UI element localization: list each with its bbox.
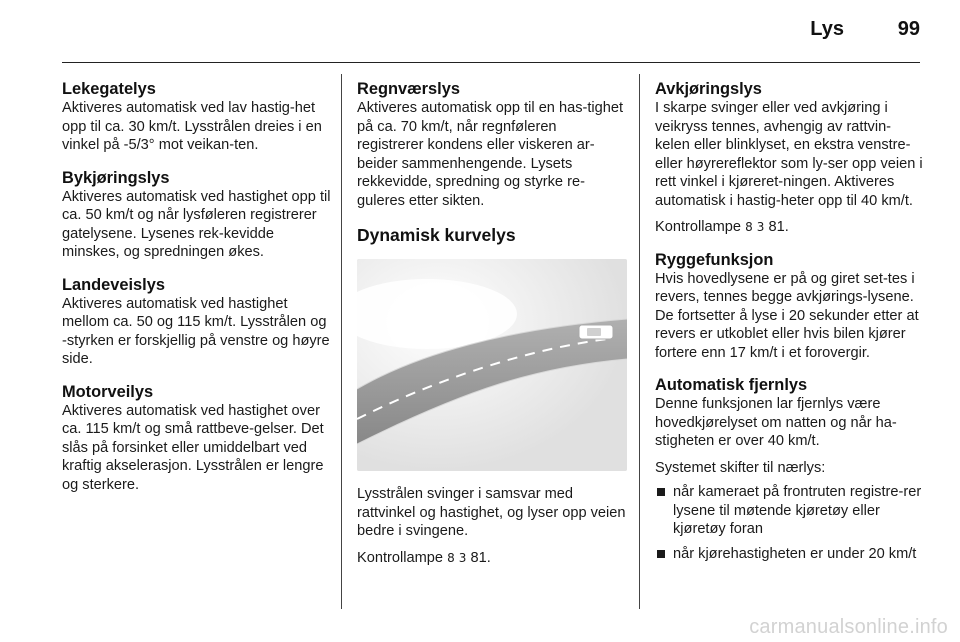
lamp-icon: 8 <box>447 550 455 565</box>
page-ref[interactable]: 81. <box>768 219 789 235</box>
control-lamp-label: Kontrollampe <box>357 549 443 566</box>
page-header <box>62 0 920 63</box>
heading-automatisk-fjernlys: Automatisk fjernlys <box>655 376 808 394</box>
bullet-square-icon <box>657 488 665 496</box>
list-item: når kjørehastigheten er under 20 km/t <box>655 545 925 564</box>
control-lamp-label: Kontrollampe <box>655 219 741 235</box>
text-automatisk-fjernlys: Denne funksjonen lar fjernlys være hovedkjørelyset om natten og når ha-stigheten er over 40 km/t. <box>655 396 897 449</box>
heading-avkjoringslys: Avkjøringslys <box>655 80 762 98</box>
bullet-list <box>655 483 925 563</box>
lamp-icon: 8 <box>745 220 753 234</box>
text-switch: Systemet skifter til nærlys: <box>655 459 826 476</box>
text-avkjoringslys: I skarpe svinger eller ved avkjøring i veikryss tennes, avhengig av rattvin-kelen eller blinklyset, en ekstra venstre- eller høyrereflektor som ly-ser opp veien i rett vinkel i kjøreret-ningen. Aktiveres automatisk i hastig-heter opp til 40 km/t. <box>655 100 923 209</box>
section-title: Lys <box>810 18 844 40</box>
control-lamp-ref-2 <box>655 218 925 237</box>
arrow-icon: 3 <box>458 550 467 565</box>
column-divider-1 <box>341 74 342 609</box>
heading-bykjoringslys: Bykjøringslys <box>62 168 170 187</box>
heading-lekegatelys: Lekegatelys <box>62 80 156 98</box>
page-number: 99 <box>897 18 920 40</box>
text-regnvaerslys: Aktiveres automatisk opp til en has-tighet på ca. 70 km/t, når regnføleren registrerer kondens eller viskeren ar-beider sammenhengende. Lysets rekkevidde, spredning og styrke re-guleres etter sikten. <box>357 100 624 209</box>
text-bykjoringslys: Aktiveres automatisk ved hastighet opp til ca. 50 km/t og når lysføleren registrerer gatelysene. Lysenes rek-kevidde minskes, og spredningen økes. <box>62 188 331 260</box>
heading-landeveislys: Landeveislys <box>62 275 165 294</box>
curve-light-illustration <box>357 259 627 471</box>
figure-caption: Lysstrålen svinger i samsvar med rattvinkel og hastighet, og lyser opp veien bedre i svingene. <box>357 486 626 539</box>
road-curve-image <box>357 259 627 471</box>
column-3 <box>655 80 925 563</box>
heading-ryggefunksjon: Ryggefunksjon <box>655 250 774 269</box>
text-lekegatelys: Aktiveres automatisk ved lav hastig-het opp til ca. 30 km/t. Lysstrålen dreies i en vinkel på -5/3° mot veikan-ten. <box>62 100 322 153</box>
page-ref[interactable]: 81. <box>470 549 491 566</box>
bullet-square-icon <box>657 550 665 558</box>
column-1 <box>62 80 334 494</box>
text-motorveilys: Aktiveres automatisk ved hastighet over ca. 115 km/t og små rattbeve-gelser. Det slås på forsinket eller umiddelbart ved kraftig akselerasjon. Lysstrålen er lengre og sterkere. <box>62 402 324 493</box>
list-item: når kameraet på frontruten registre-rer lysene til møtende kjøretøy eller kjøretøy foran <box>655 483 925 539</box>
text-landeveislys: Aktiveres automatisk ved hastighet mellom ca. 50 og 115 km/t. Lysstrålen og -styrken er forskjellig på venstre og høyre side. <box>62 295 330 367</box>
column-divider-2 <box>639 74 640 609</box>
arrow-icon: 3 <box>756 220 765 234</box>
column-2 <box>357 80 627 567</box>
control-lamp-ref-1 <box>357 549 627 568</box>
watermark: carmanualsonline.info <box>749 616 948 638</box>
heading-motorveilys: Motorveilys <box>62 382 154 401</box>
heading-dynamisk-kurvelys: Dynamisk kurvelys <box>357 225 516 245</box>
text-ryggefunksjon: Hvis hovedlysene er på og giret set-tes i revers, tennes begge avkjørings-lysene. De fortsetter å lyse i 20 sekunder etter at revers er utkoblet eller hvis bilen kjører fortere enn 17 km/t i et forovergir. <box>655 270 919 361</box>
heading-regnvaerslys: Regnværslys <box>357 80 460 98</box>
